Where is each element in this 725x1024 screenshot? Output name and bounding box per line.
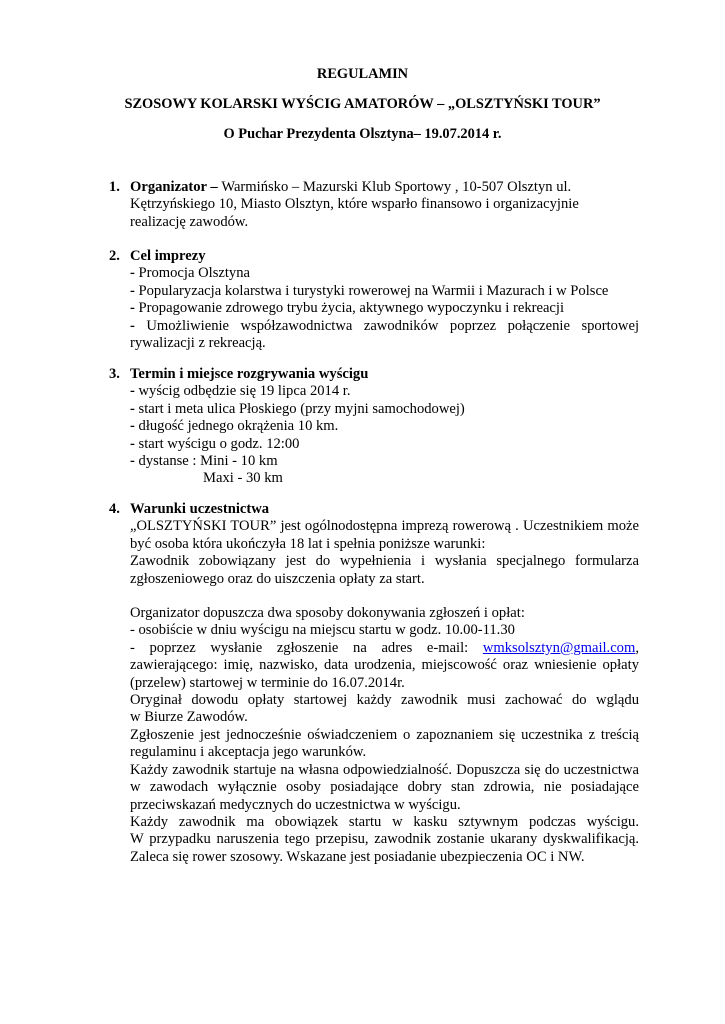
- distance-maxi-value: - 30 km: [237, 470, 283, 487]
- list-dash: -: [130, 453, 139, 470]
- list-dash: -: [130, 282, 139, 299]
- list-item: Propagowanie zdrowego trybu życia, aktywnego wypoczynku i rekreacji: [138, 300, 565, 317]
- list-item: Popularyzacja kolarstwa i turystyki rowerowej na Warmii i Mazurach i w Polsce: [138, 282, 609, 299]
- list-dash: -: [130, 435, 139, 452]
- paragraph-line: Każdy zawodnik ma obowiązek startu w kasku sztywnym podczas wyścigu.: [130, 813, 639, 830]
- paragraph-line: W przypadku naruszenia tego przepisu, zawodnik zostanie ukarany dyskwalifikacją.: [130, 831, 639, 848]
- list-item: Promocja Olsztyna: [138, 265, 250, 282]
- paragraph-line: zgłoszeniowego oraz do uiszczenia opłaty za start.: [130, 570, 425, 587]
- paragraph-line: Organizator dopuszcza dwa sposoby dokonywania zgłoszeń i opłat:: [130, 605, 525, 622]
- list-dash: -: [130, 300, 139, 317]
- paragraph-line: Zaleca się rower szosowy. Wskazane jest posiadanie ubezpieczenia OC i NW.: [130, 848, 585, 865]
- paragraph-line: Zgłoszenie jest jednocześnie oświadczeniem o zapoznaniem się uczestnika z treścią: [130, 726, 639, 743]
- section-title: Warunki uczestnictwa: [130, 501, 270, 517]
- organizer-line-1: Warmińsko – Mazurski Klub Sportowy , 10-507 Olsztyn ul.: [221, 179, 572, 195]
- list-item: wyścig odbędzie się 19 lipca 2014 r.: [138, 383, 351, 400]
- list-item-continuation: rywalizacji z rekreacją.: [130, 335, 266, 352]
- race-title: SZOSOWY KOLARSKI WYŚCIG AMATORÓW – „OLSZTYŃSKI TOUR”: [124, 96, 601, 112]
- paragraph-line: przeciwskazań medycznych do uczestnictwa w wyścigu.: [130, 796, 461, 813]
- paragraph-line: Każdy zawodnik startuje na własna odpowiedzialność. Dopuszcza się do uczestnictwa: [130, 761, 639, 778]
- paragraph-line: Oryginał dowodu opłaty startowej każdy zawodnik musi zachować do wglądu: [130, 692, 639, 709]
- paragraph-line: - poprzez wysłanie zgłoszenie na adres e-mail:: [130, 639, 483, 656]
- email-link[interactable]: wmksolsztyn@gmail.com: [482, 639, 636, 656]
- organizer-line-3: realizację zawodów.: [130, 213, 249, 230]
- list-dash: -: [130, 317, 147, 334]
- paragraph-line: „OLSZTYŃSKI TOUR” jest ogólnodostępna imprezą rowerową . Uczestnikiem może: [130, 518, 639, 535]
- paragraph-line: zawierającego: imię, nazwisko, data urodzenia, miejscowość oraz wniesienie opłaty: [130, 657, 639, 674]
- list-item: długość jednego okrążenia 10 km.: [138, 418, 339, 435]
- paragraph-line: (przelew) startowej w terminie do 16.07.2014r.: [130, 674, 405, 691]
- paragraph-line: być osoba która ukończyła 18 lat i spełnia poniższe warunki:: [130, 535, 486, 552]
- section-title: Cel imprezy: [130, 248, 206, 264]
- paragraph-line: w zawodach wyłącznie osoby posiadające dobry stan zdrowia, nie posiadające: [130, 779, 639, 796]
- list-dash: -: [130, 265, 139, 282]
- comma: ,: [635, 639, 639, 656]
- paragraph-line: regulaminu i akceptacja jego warunków.: [130, 744, 367, 761]
- list-item: dystanse : Mini - 10 km: [138, 453, 278, 470]
- paragraph-line: Zawodnik zobowiązany jest do wypełnienia i wysłania specjalnego formularza: [130, 553, 639, 570]
- list-item: start i meta ulica Płoskiego (przy myjni samochodowej): [138, 400, 465, 417]
- section-number: 2.: [109, 248, 120, 264]
- organizer-line-2: Kętrzyńskiego 10, Miasto Olsztyn, które wsparło finansowo i organizacyjnie: [130, 196, 579, 213]
- paragraph-line: w Biurze Zawodów.: [130, 709, 248, 726]
- document-title: REGULAMIN: [316, 66, 409, 82]
- distance-maxi: Maxi: [203, 470, 238, 487]
- section-title: Termin i miejsce rozgrywania wyścigu: [130, 366, 369, 382]
- list-dash: -: [130, 418, 139, 435]
- list-item: Umożliwienie współzawodnictwa zawodników poprzez połączenie sportowej: [146, 317, 640, 334]
- cup-subtitle: O Puchar Prezydenta Olsztyna– 19.07.2014 r.: [223, 126, 502, 142]
- section-number: 1.: [109, 179, 120, 195]
- section-title: Organizator –: [130, 179, 222, 195]
- list-dash: -: [130, 383, 139, 400]
- paragraph-line: - osobiście w dniu wyścigu na miejscu startu w godz. 10.00-11.30: [130, 622, 515, 639]
- section-number: 4.: [109, 501, 120, 517]
- section-number: 3.: [109, 366, 120, 382]
- list-dash: -: [130, 400, 139, 417]
- list-item: start wyścigu o godz. 12:00: [138, 435, 300, 452]
